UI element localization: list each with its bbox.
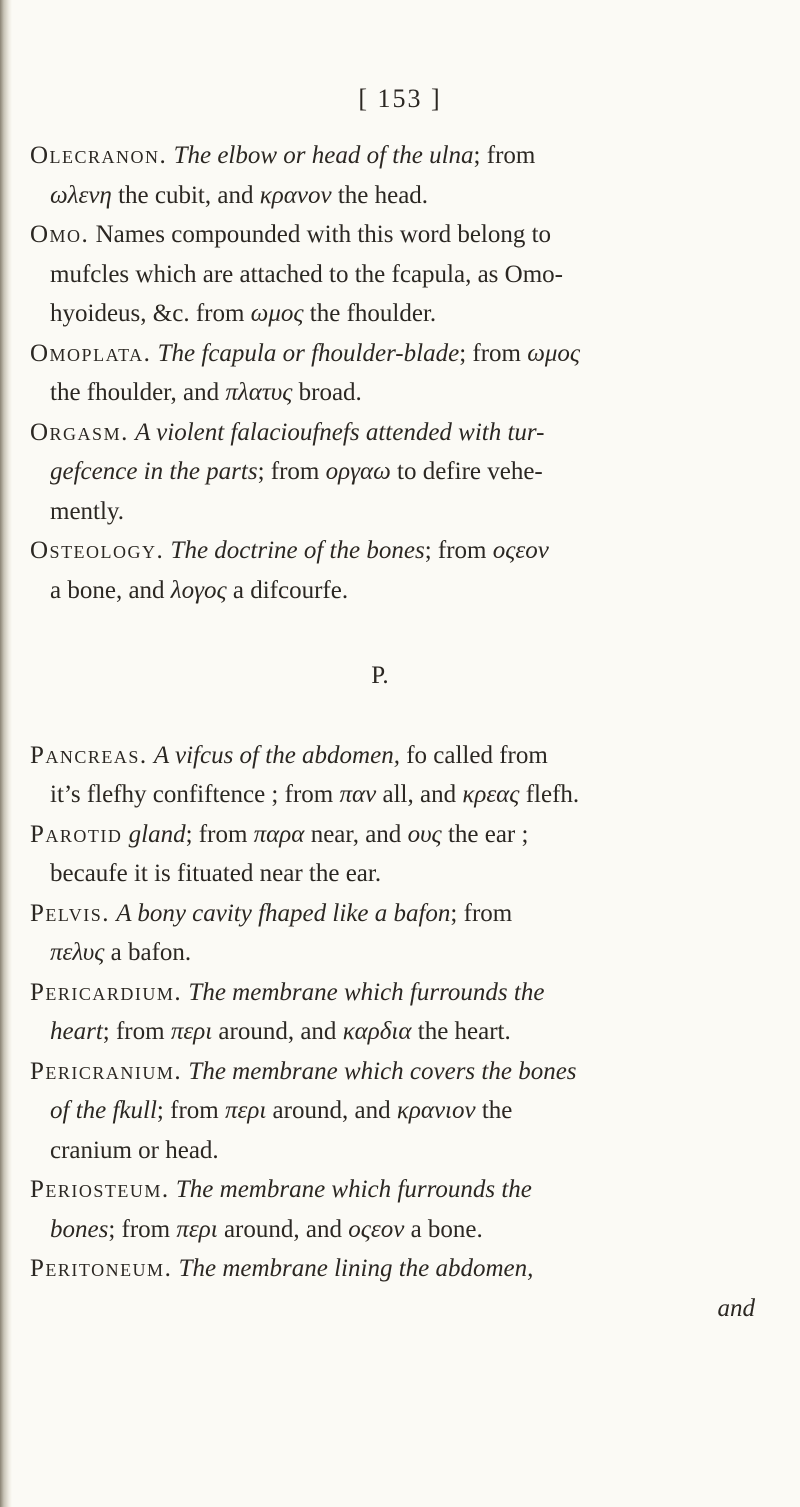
text-run: ; from: [156, 1097, 225, 1124]
text-run: Names compounded with this word belong to: [89, 221, 552, 248]
greek-etymon: λογος: [170, 576, 227, 604]
text-run: a bone.: [404, 1215, 483, 1243]
glossary-entry: [30, 215, 770, 334]
headword: Orgasm.: [30, 418, 129, 446]
entry-first-line: [30, 215, 770, 255]
p-section: [30, 736, 770, 1289]
greek-etymon: ους: [407, 820, 442, 848]
entry-continuation-line: [30, 492, 770, 532]
text-run: near, and: [304, 820, 408, 848]
glossary-entry: [30, 136, 770, 215]
definition-italic: A vifcus of the abdomen,: [153, 741, 400, 769]
page-number: [ 153 ]: [358, 84, 442, 113]
glossary-entry: [30, 413, 770, 532]
text-run: the heart.: [411, 1018, 511, 1045]
entry-continuation-line: [30, 1210, 770, 1250]
text-run: the fhoulder.: [303, 300, 437, 327]
greek-etymon: περι: [224, 1097, 267, 1124]
text-run: a difcourfe.: [226, 576, 349, 604]
definition-italic: A bony cavity fhaped like a bafon: [116, 899, 451, 927]
text-run: ; from: [185, 820, 254, 848]
definition-italic: A violent falacioufnefs attended with tur-: [135, 418, 545, 446]
o-section: [30, 136, 770, 610]
greek-etymon: περι: [176, 1215, 218, 1243]
text-run: around, and: [212, 1018, 343, 1045]
text-run: ; from: [257, 458, 326, 485]
text-run: mently.: [50, 497, 125, 525]
text-run: a bafon.: [104, 939, 192, 966]
definition-italic: The elbow or head of the ulna: [173, 142, 474, 169]
text-run: around, and: [266, 1097, 397, 1124]
greek-etymon: περι: [170, 1018, 213, 1045]
text-run: to defire vehe-: [390, 458, 543, 485]
entry-continuation-line: [30, 1012, 770, 1052]
glossary-entry: [30, 815, 770, 894]
entry-first-line: [30, 531, 770, 571]
entry-first-line: [30, 894, 770, 934]
text-run: it’s flefhy confiftence ; from: [50, 781, 340, 808]
entry-first-line: [30, 1249, 770, 1289]
definition-italic: The fcapula or fhoulder-blade: [157, 339, 460, 367]
entry-continuation-line: [30, 1131, 770, 1171]
definition-italic: The membrane lining the abdomen,: [178, 1255, 534, 1282]
headword: Peritoneum.: [30, 1255, 173, 1282]
text-run: all, and: [376, 781, 463, 808]
glossary-entry: [30, 736, 770, 815]
entry-first-line: [30, 136, 770, 176]
headword: Pericranium.: [30, 1057, 183, 1085]
definition-italic: bones: [50, 1215, 109, 1243]
entry-first-line: [30, 815, 770, 855]
page-binding-edge: [0, 0, 12, 1507]
text-run: becaufe it is fituated near the ear.: [50, 860, 382, 887]
entry-first-line: [30, 413, 770, 453]
entry-first-line: [30, 1052, 770, 1092]
entry-continuation-line: [30, 933, 770, 973]
greek-etymon: παρα: [253, 820, 305, 848]
text-run: ; from: [450, 899, 513, 927]
text-run: ; from: [424, 537, 493, 564]
glossary-entry: [30, 1052, 770, 1171]
text-run: mufcles which are attached to the fcapula, as Omo-: [50, 260, 563, 288]
text-run: cranium or head.: [50, 1136, 219, 1164]
entry-first-line: [30, 736, 770, 776]
headword: Pericardium.: [30, 978, 183, 1006]
glossary-entry: [30, 1170, 770, 1249]
greek-etymon: κρεας: [462, 781, 520, 808]
entry-first-line: [30, 973, 770, 1013]
section-gap: [30, 610, 770, 656]
entry-first-line: [30, 334, 770, 374]
glossary-entry: [30, 334, 770, 413]
text-run: ; from: [459, 339, 528, 367]
definition-italic: heart: [50, 1018, 103, 1045]
text-run: a bone, and: [50, 576, 171, 604]
headword: Osteology.: [30, 537, 165, 564]
text-run: hyoideus, &c. from: [50, 300, 251, 327]
definition-italic: The doctrine of the bones: [170, 537, 425, 564]
text-run: the fhoulder, and: [50, 379, 226, 406]
headword: Pelvis.: [30, 899, 110, 927]
entry-first-line: [30, 1170, 770, 1210]
text-run: around, and: [217, 1215, 349, 1243]
entry-continuation-line: [30, 294, 770, 334]
definition-italic: The membrane which furrounds the: [188, 978, 545, 1006]
greek-etymon: κρανον: [259, 181, 332, 209]
entry-continuation-line: [30, 1091, 770, 1131]
greek-etymon: παν: [339, 781, 377, 808]
headword: Olecranon.: [30, 142, 168, 169]
entry-continuation-line: [30, 775, 770, 815]
entry-continuation-line: [30, 176, 770, 216]
text-run: the ear ;: [441, 820, 529, 848]
text-run: the: [475, 1097, 513, 1124]
headword: Pancreas.: [30, 741, 148, 769]
entry-continuation-line: [30, 854, 770, 894]
catchword: [30, 1289, 770, 1329]
definition-italic: gland: [128, 820, 186, 848]
greek-etymon: ωμος: [527, 339, 581, 367]
greek-etymon: πελυς: [50, 939, 105, 966]
glossary-entry: [30, 531, 770, 610]
headword: Omo.: [30, 221, 90, 248]
text-run: fo called from: [399, 741, 548, 769]
section-letter: P.: [371, 662, 389, 689]
greek-etymon: κρανιον: [396, 1097, 476, 1124]
glossary-entry: [30, 894, 770, 973]
headword: Parotid: [30, 820, 123, 848]
headword: Omoplata.: [30, 339, 152, 367]
text-run: ; from: [102, 1018, 171, 1045]
entry-continuation-line: [30, 571, 770, 611]
glossary-entry: [30, 973, 770, 1052]
catchword-text: and: [717, 1294, 755, 1322]
glossary-entry: [30, 1249, 770, 1289]
greek-etymon: πλατυς: [225, 379, 293, 406]
greek-etymon: ωμος: [250, 300, 304, 327]
greek-etymon: οργαω: [325, 458, 391, 485]
headword: Periosteum.: [30, 1176, 170, 1203]
text-run: the head.: [331, 181, 429, 209]
definition-italic: gefcence in the parts: [50, 458, 258, 485]
entry-continuation-line: [30, 373, 770, 413]
text-run: flefh.: [519, 781, 580, 808]
entry-continuation-line: [30, 452, 770, 492]
greek-etymon: οςεον: [492, 537, 549, 564]
definition-italic: of the fkull: [50, 1097, 157, 1124]
text-run: ; from: [473, 142, 536, 169]
greek-etymon: οςεον: [348, 1215, 405, 1243]
text-run: broad.: [292, 379, 362, 406]
greek-etymon: ωλενη: [50, 181, 112, 209]
definition-italic: The membrane which furrounds the: [175, 1176, 532, 1203]
glossary-entries: [30, 136, 770, 1328]
entry-continuation-line: [30, 255, 770, 295]
text-run: ; from: [108, 1215, 177, 1243]
text-run: the cubit, and: [111, 181, 260, 209]
definition-italic: The membrane which covers the bones: [188, 1057, 577, 1085]
greek-etymon: καρδια: [342, 1018, 412, 1045]
